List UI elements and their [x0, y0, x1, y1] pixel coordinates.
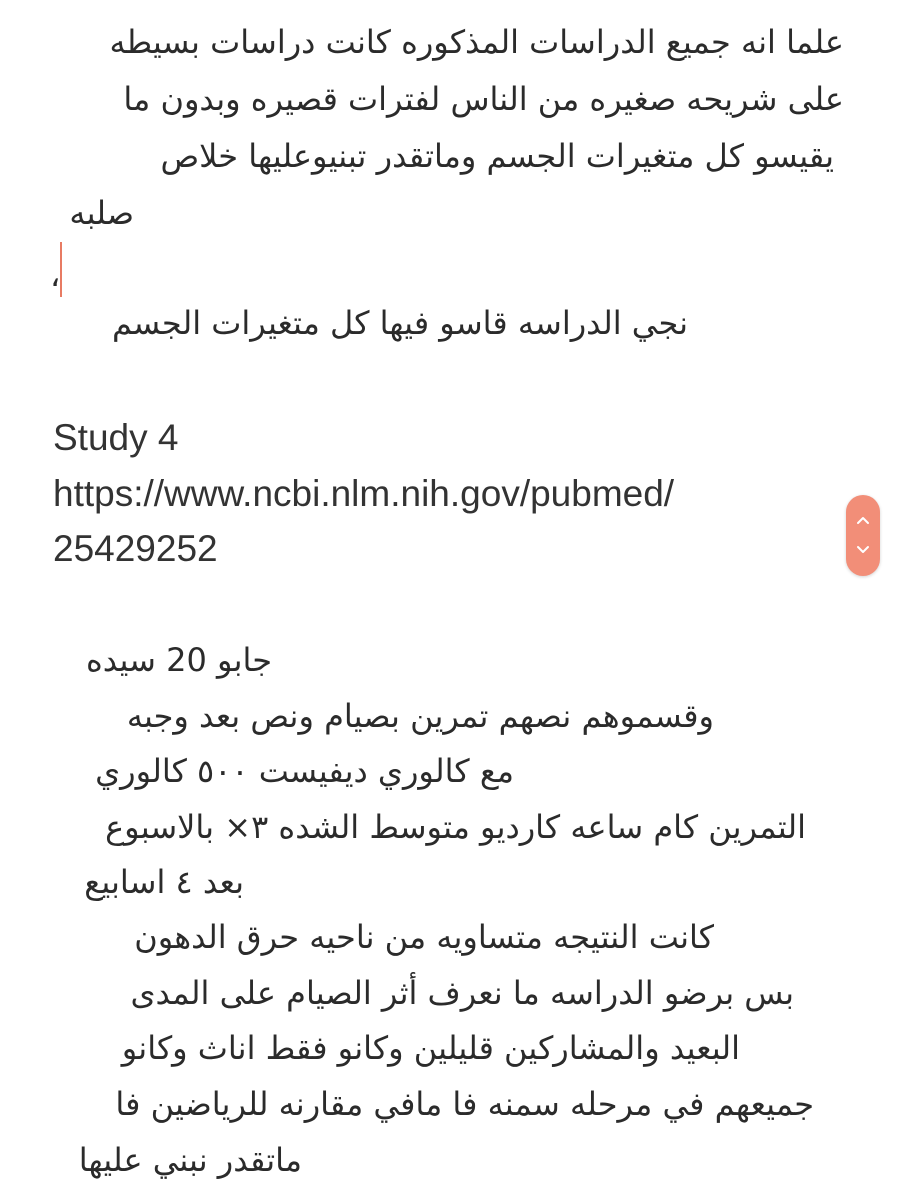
- note-line-15: كانت النتيجه متساويه من ناحيه حرق الدهون: [134, 918, 714, 956]
- note-line-13: التمرين كام ساعه كارديو متوسط الشده ٣× بالاسبوع: [105, 808, 806, 846]
- note-line-18: جميعهم في مرحله سمنه فا مافي مقارنه للرياضين فا: [115, 1085, 814, 1123]
- chevron-down-icon[interactable]: [846, 533, 880, 567]
- note-line-17: البعيد والمشاركين قليلين وكانو فقط اناث وكانو: [121, 1029, 740, 1067]
- note-line-10: جابو 20 سيده: [85, 641, 272, 679]
- note-line-6: نجي الدراسه قاسو فيها كل متغيرات الجسم: [111, 304, 688, 342]
- chevron-up-icon[interactable]: [846, 503, 880, 537]
- note-line-16: بس برضو الدراسه ما نعرف أثر الصيام على المدى: [130, 974, 794, 1012]
- note-line-14: بعد ٤ اسابيع: [84, 863, 244, 901]
- note-line-11: وقسموهم نصهم تمرين بصيام ونص بعد وجبه: [126, 697, 714, 735]
- fast-scroll-pill[interactable]: [846, 495, 880, 576]
- study-heading: Study 4: [53, 417, 179, 458]
- note-line-2: على شريحه صغيره من الناس لفترات قصيره وبدون ما: [123, 80, 844, 118]
- note-line-4: صلبه: [69, 194, 134, 232]
- note-line-3: يقيسو كل متغيرات الجسم وماتقدر تبنيوعليها خلاص: [160, 137, 834, 175]
- study-link[interactable]: https://www.ncbi.nlm.nih.gov/pubmed/: [53, 473, 675, 514]
- note-line-19: ماتقدر نبني عليها: [78, 1141, 302, 1179]
- study-link-id[interactable]: 25429252: [53, 528, 218, 569]
- note-line-1: علما انه جميع الدراسات المذكوره كانت دراسات بسيطه: [109, 23, 844, 61]
- note-line-5: ،: [50, 256, 61, 294]
- note-line-12: مع كالوري ديفيست ٥٠٠ كالوري: [95, 752, 514, 790]
